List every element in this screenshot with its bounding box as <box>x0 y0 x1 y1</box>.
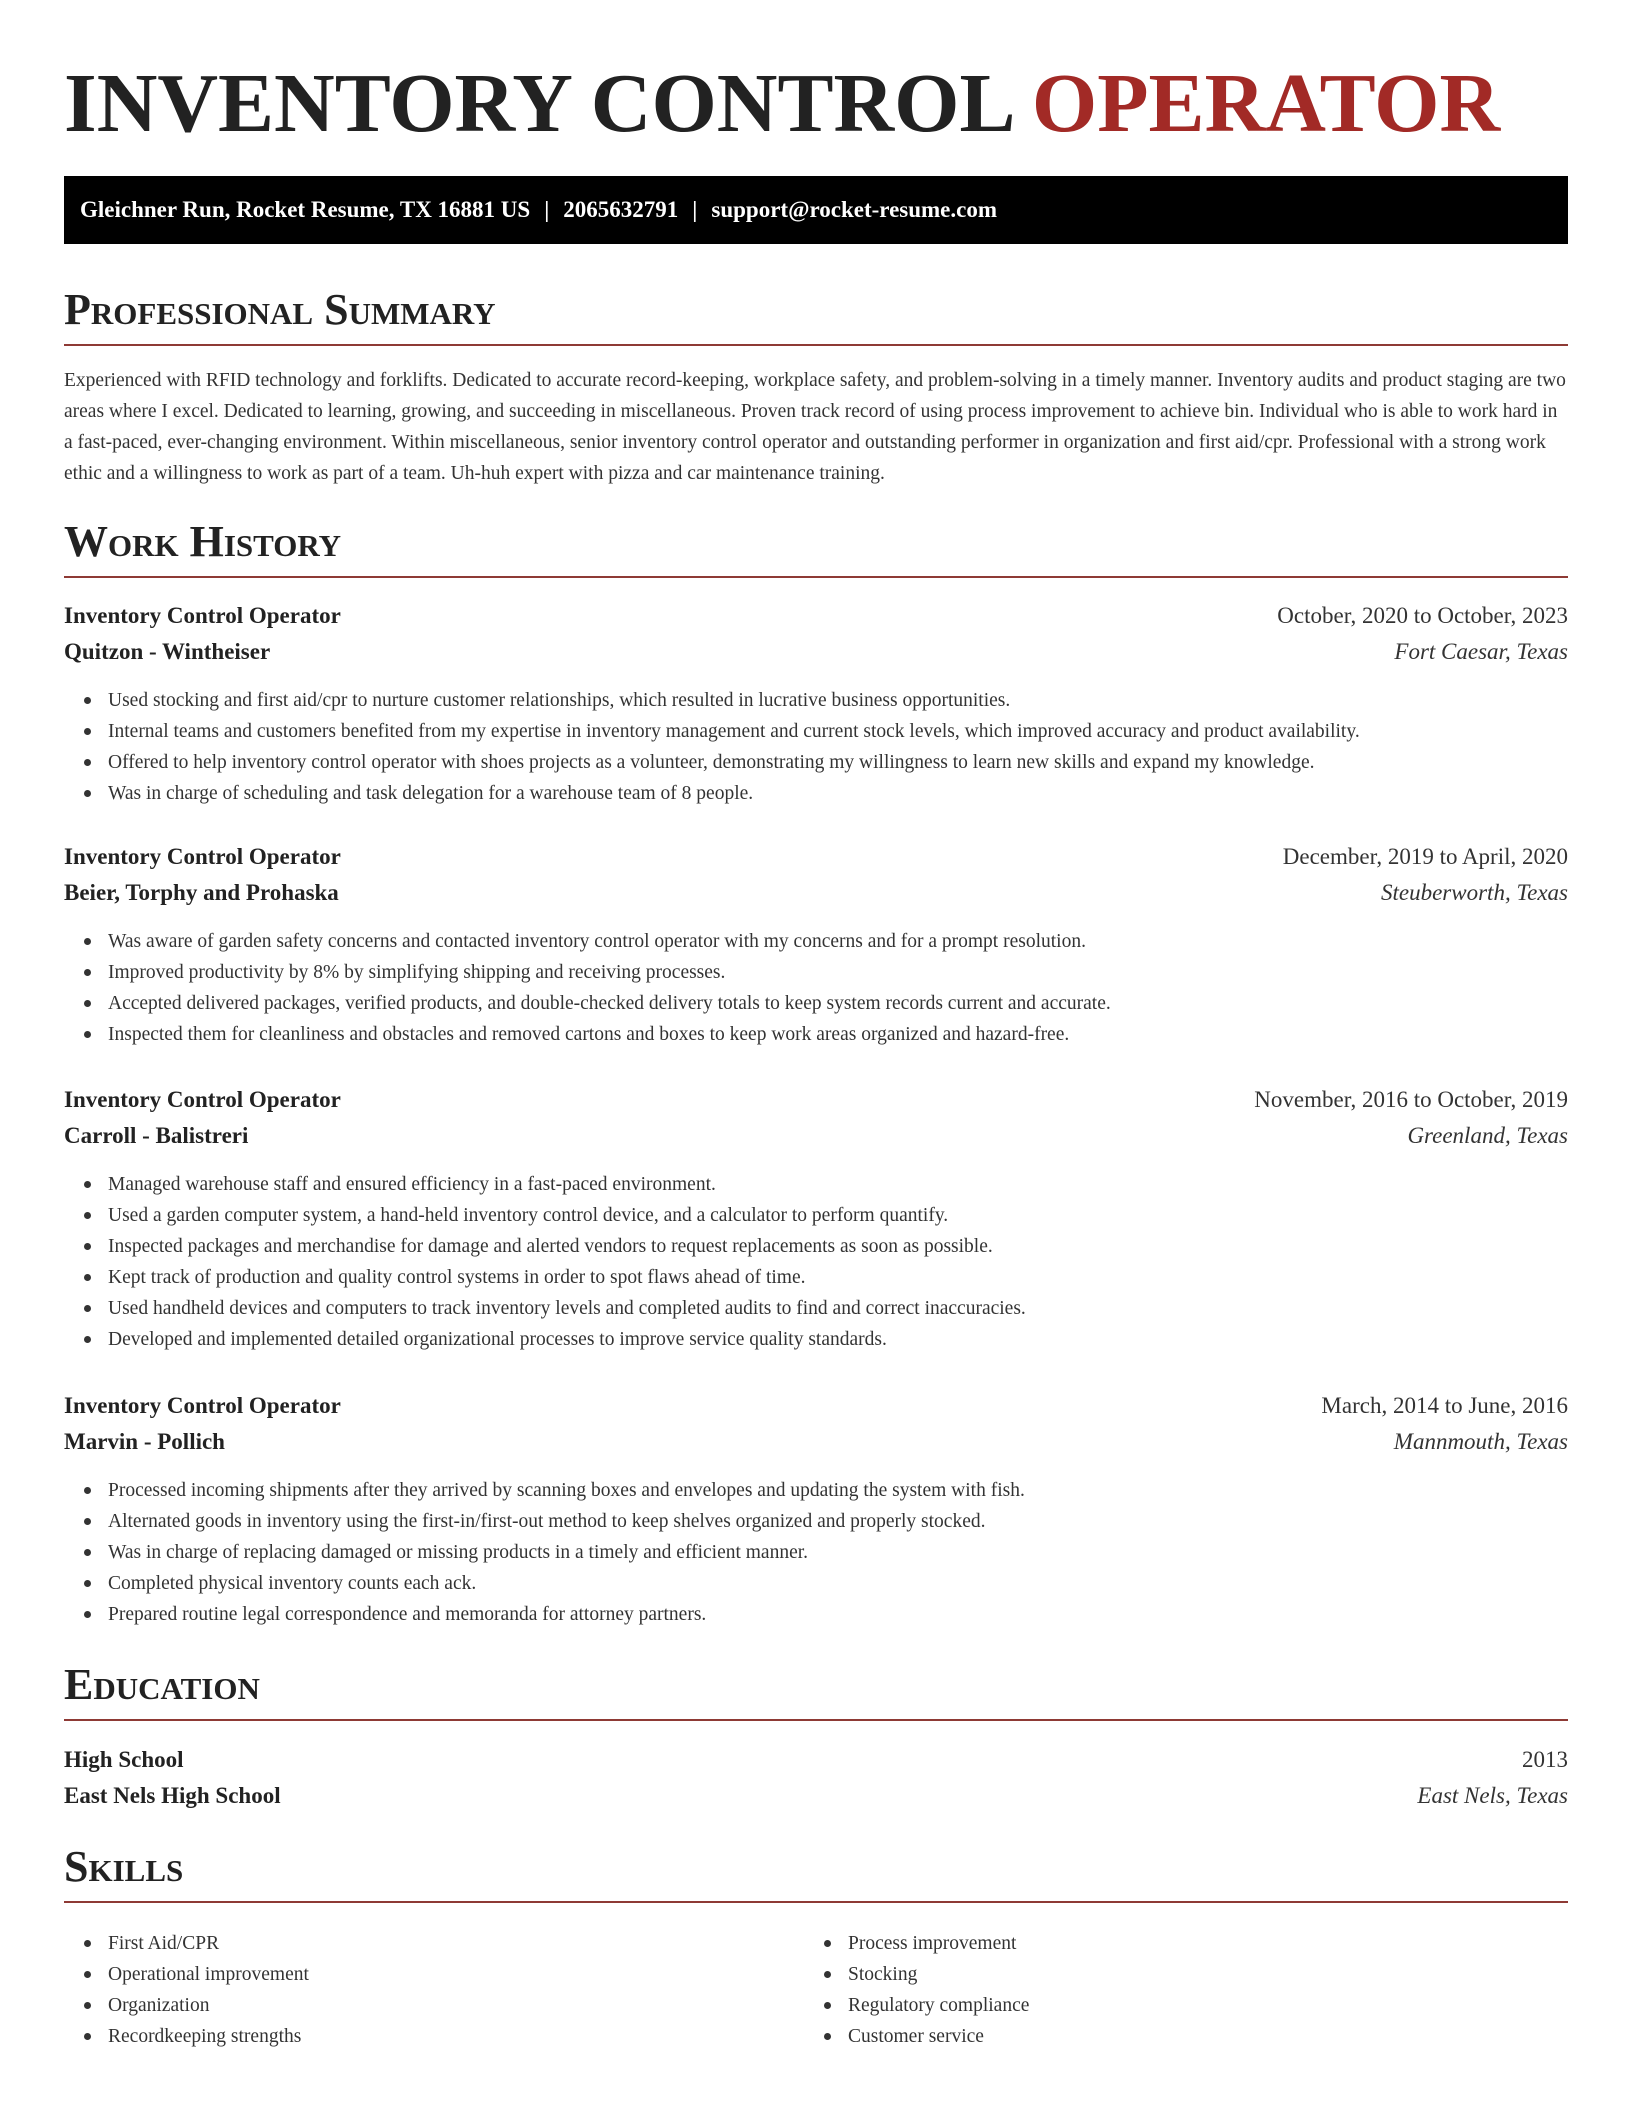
skill-item: Stocking <box>848 1959 1632 1990</box>
contact-email: support@rocket-resume.com <box>711 197 998 222</box>
job-company-row <box>64 1118 1568 1154</box>
summary-text: Experienced with RFID technology and forklifts. Dedicated to accurate record-keeping, workplace safety, and problem-solving in a timely manner. Inventory audits and product staging are two areas where I excel. Dedicated to learning, growing, and succeeding in miscellaneous. Proven track record of using process improvement to achieve bin. Individual who is able to work hard in a fast-paced, ever-changing environment. Within miscellaneous, senior inventory control operator and outstanding performer in organization and first aid/cpr. Professional with a strong work ethic and a willingness to work as part of a team. Uh-huh expert with pizza and car maintenance training. <box>64 370 1566 484</box>
skills-list-right <box>848 1928 1632 2052</box>
list-item: Offered to help inventory control operator with shoes projects as a volunteer, demonstrating my willingness to learn new skills and expand my knowledge. <box>108 747 1568 778</box>
job-company-row <box>64 875 1568 911</box>
skill-item: Recordkeeping strengths <box>108 2021 1568 2052</box>
work-history-heading: Work History <box>64 516 1568 578</box>
candidate-name <box>64 56 1500 152</box>
job-company: Beier, Torphy and Prohaska <box>64 880 339 905</box>
education-school-row <box>64 1778 1568 1814</box>
list-item: Alternated goods in inventory using the first-in/first-out method to keep shelves organized and properly stocked. <box>108 1506 1568 1537</box>
list-item: Prepared routine legal correspondence and memoranda for attorney partners. <box>108 1599 1568 1630</box>
list-item: Was in charge of scheduling and task delegation for a warehouse team of 8 people. <box>108 778 1568 809</box>
contact-separator: | <box>692 197 698 222</box>
job-duties-list <box>108 926 1568 1050</box>
list-item: Kept track of production and quality control systems in order to spot flaws ahead of time. <box>108 1262 1568 1293</box>
education-location: East Nels, Texas <box>1417 1783 1568 1808</box>
name-primary: INVENTORY CONTROL <box>64 57 1011 150</box>
job-dates: November, 2016 to October, 2019 <box>1254 1087 1568 1112</box>
job-duties-list <box>108 1475 1568 1630</box>
list-item: Processed incoming shipments after they arrived by scanning boxes and envelopes and updating the system with fish. <box>108 1475 1568 1506</box>
summary-heading: Professional Summary <box>64 284 1568 346</box>
job-company-row <box>64 1424 1568 1460</box>
job-dates: March, 2014 to June, 2016 <box>1321 1393 1568 1418</box>
list-item: Used handheld devices and computers to track inventory levels and completed audits to find and correct inaccuracies. <box>108 1293 1568 1324</box>
skill-item: Process improvement <box>848 1928 1632 1959</box>
skill-item: Regulatory compliance <box>848 1990 1632 2021</box>
job-dates: October, 2020 to October, 2023 <box>1277 603 1568 628</box>
job-company-row <box>64 634 1568 670</box>
job-dates: December, 2019 to April, 2020 <box>1282 844 1568 869</box>
list-item: Managed warehouse staff and ensured efficiency in a fast-paced environment. <box>108 1169 1568 1200</box>
job-duties-list <box>108 685 1568 809</box>
list-item: Completed physical inventory counts each ack. <box>108 1568 1568 1599</box>
list-item: Used stocking and first aid/cpr to nurture customer relationships, which resulted in lucrative business opportunities. <box>108 685 1568 716</box>
name-accent: OPERATOR <box>1031 57 1501 150</box>
job-role: Inventory Control Operator <box>64 844 341 869</box>
education-year: 2013 <box>1522 1747 1568 1772</box>
job-location: Fort Caesar, Texas <box>1394 639 1568 664</box>
job-title-row <box>64 839 1568 875</box>
list-item: Used a garden computer system, a hand-held inventory control device, and a calculator to perform quantify. <box>108 1200 1568 1231</box>
education-school: East Nels High School <box>64 1783 281 1808</box>
list-item: Was aware of garden safety concerns and contacted inventory control operator with my concerns and for a prompt resolution. <box>108 926 1568 957</box>
job-role: Inventory Control Operator <box>64 1087 341 1112</box>
list-item: Developed and implemented detailed organizational processes to improve service quality standards. <box>108 1324 1568 1355</box>
job-location: Steuberworth, Texas <box>1381 880 1568 905</box>
education-degree-row <box>64 1742 1568 1778</box>
skill-item: Organization <box>108 1990 1568 2021</box>
skill-item: First Aid/CPR <box>108 1928 1568 1959</box>
job-duties-list <box>108 1169 1568 1355</box>
contact-bar <box>64 176 1568 244</box>
list-item: Improved productivity by 8% by simplifying shipping and receiving processes. <box>108 957 1568 988</box>
job-company: Carroll - Balistreri <box>64 1123 249 1148</box>
list-item: Inspected them for cleanliness and obstacles and removed cartons and boxes to keep work areas organized and hazard-free. <box>108 1019 1568 1050</box>
contact-separator: | <box>544 197 550 222</box>
list-item: Internal teams and customers benefited from my expertise in inventory management and current stock levels, which improved accuracy and product availability. <box>108 716 1568 747</box>
contact-address: Gleichner Run, Rocket Resume, TX 16881 US <box>80 197 531 222</box>
skill-item: Customer service <box>848 2021 1632 2052</box>
list-item: Was in charge of replacing damaged or missing products in a timely and efficient manner. <box>108 1537 1568 1568</box>
contact-phone: 2065632791 <box>563 197 679 222</box>
job-title-row <box>64 598 1568 634</box>
list-item: Inspected packages and merchandise for damage and alerted vendors to request replacements as soon as possible. <box>108 1231 1568 1262</box>
job-title-row <box>64 1388 1568 1424</box>
education-degree: High School <box>64 1747 184 1772</box>
education-heading: Education <box>64 1659 1568 1721</box>
job-role: Inventory Control Operator <box>64 1393 341 1418</box>
skill-item: Operational improvement <box>108 1959 1568 1990</box>
job-role: Inventory Control Operator <box>64 603 341 628</box>
job-location: Greenland, Texas <box>1407 1123 1568 1148</box>
skills-heading: Skills <box>64 1841 1568 1903</box>
list-item: Accepted delivered packages, verified products, and double-checked delivery totals to keep system records current and accurate. <box>108 988 1568 1019</box>
job-company: Quitzon - Wintheiser <box>64 639 271 664</box>
job-company: Marvin - Pollich <box>64 1429 225 1454</box>
job-title-row <box>64 1082 1568 1118</box>
job-location: Mannmouth, Texas <box>1393 1429 1568 1454</box>
